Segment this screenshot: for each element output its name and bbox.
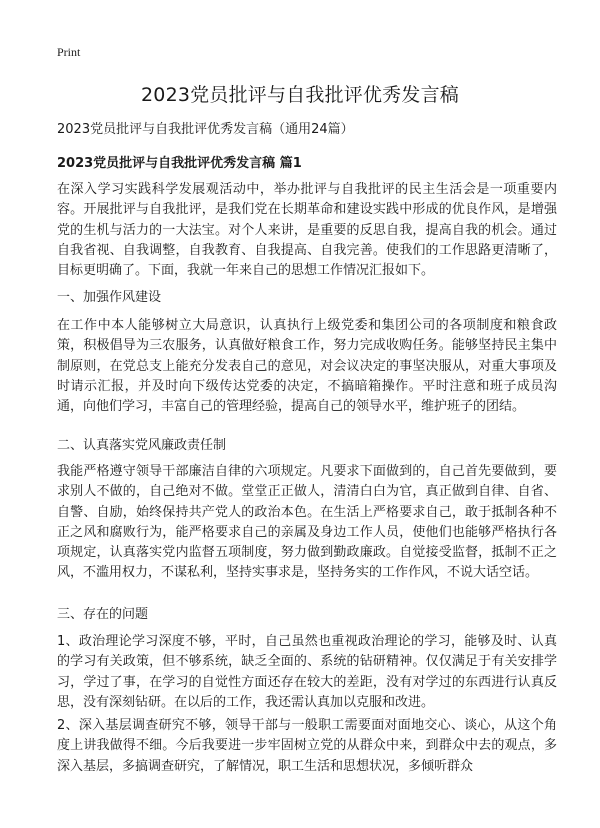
paragraph-intro: 在深入学习实践科学发展观活动中，举办批评与自我批评的民主生活会是一项重要内容。开展批评与自我批评，是我们党在长期革命和建设实践中形成的优良作风，是增强党的生机与活力的一大法宝。对个人来讲，是重要的反思自我，提高自我的机会。通过自我省视、自我调整，自我教育、自我提高、自我完善。使我们的工作思路更清晰了，目标更明确了。下面，我就一年来自己的思想工作情况汇报如下。: [57, 182, 557, 279]
heading-problems: 三、存在的问题: [57, 607, 149, 622]
document-subtitle: 2023党员批评与自我批评优秀发言稿（通用24篇）: [57, 122, 354, 137]
paragraph-problem-1: 1、政治理论学习深度不够，平时，自己虽然也重视政治理论的学习，能够及时、认真的学习有关政策，但不够系统，缺乏全面的、系统的钻研精神。仅仅满足于有关安排学习，学过了事，在学习的自觉性方面还存在较大的差距，没有对学过的东西进行认真反思，没有深刻钻研。在以后的工作，我还需认真加以克服和改进。: [57, 634, 557, 710]
heading-work-style: 一、加强作风建设: [57, 290, 162, 305]
paragraph-work-style: 在工作中本人能够树立大局意识，认真执行上级党委和集团公司的各项制度和粮食政策，积极倡导为三农服务，认真做好粮食工作，努力完成收购任务。能够坚持民主集中制原则，在党总支上能充分发表自己的意见，对会议决定的事坚决服从，对重大事项及时请示汇报，并及时向下级传达党委的决定，不搞暗箱操作。平时注意和班子成员沟通，向他们学习，丰富自己的管理经验，提高自己的领导水平，维护班子的团结。: [57, 318, 557, 415]
section-heading: 2023党员批评与自我批评优秀发言稿 篇1: [57, 156, 302, 171]
heading-integrity: 二、认真落实党风廉政责任制: [57, 438, 227, 453]
page-title: 2023党员批评与自我批评优秀发言稿: [141, 84, 459, 106]
print-link[interactable]: Print: [57, 45, 81, 59]
paragraph-integrity: 我能严格遵守领导干部廉洁自律的六项规定。凡要求下面做到的，自己首先要做到，要求别人不做的，自己绝对不做。堂堂正正做人，清清白白为官，真正做到自律、自省、自警、自励，始终保持共产党人的政治本色。在生活上严格要求自己，敢于抵制各种不正之风和腐败行为，能严格要求自己的亲属及身边工作人员，使他们也能够严格执行各项规定，认真落实党内监督五项制度，努力做到勤政廉政。自觉接受监督，抵制不正之风，不滥用权力，不谋私利，坚持实事求是，坚持务实的工作作风，不说大话空话。: [57, 464, 557, 581]
paragraph-problem-2: 2、深入基层调查研究不够，领导干部与一般职工需要面对面地交心、谈心，从这个角度上讲我做得不细。今后我要进一步牢固树立党的从群众中来，到群众中去的观点，多深入基层，多搞调查研究，了解情况，职工生活和思想状况，多倾听群众: [57, 718, 557, 774]
